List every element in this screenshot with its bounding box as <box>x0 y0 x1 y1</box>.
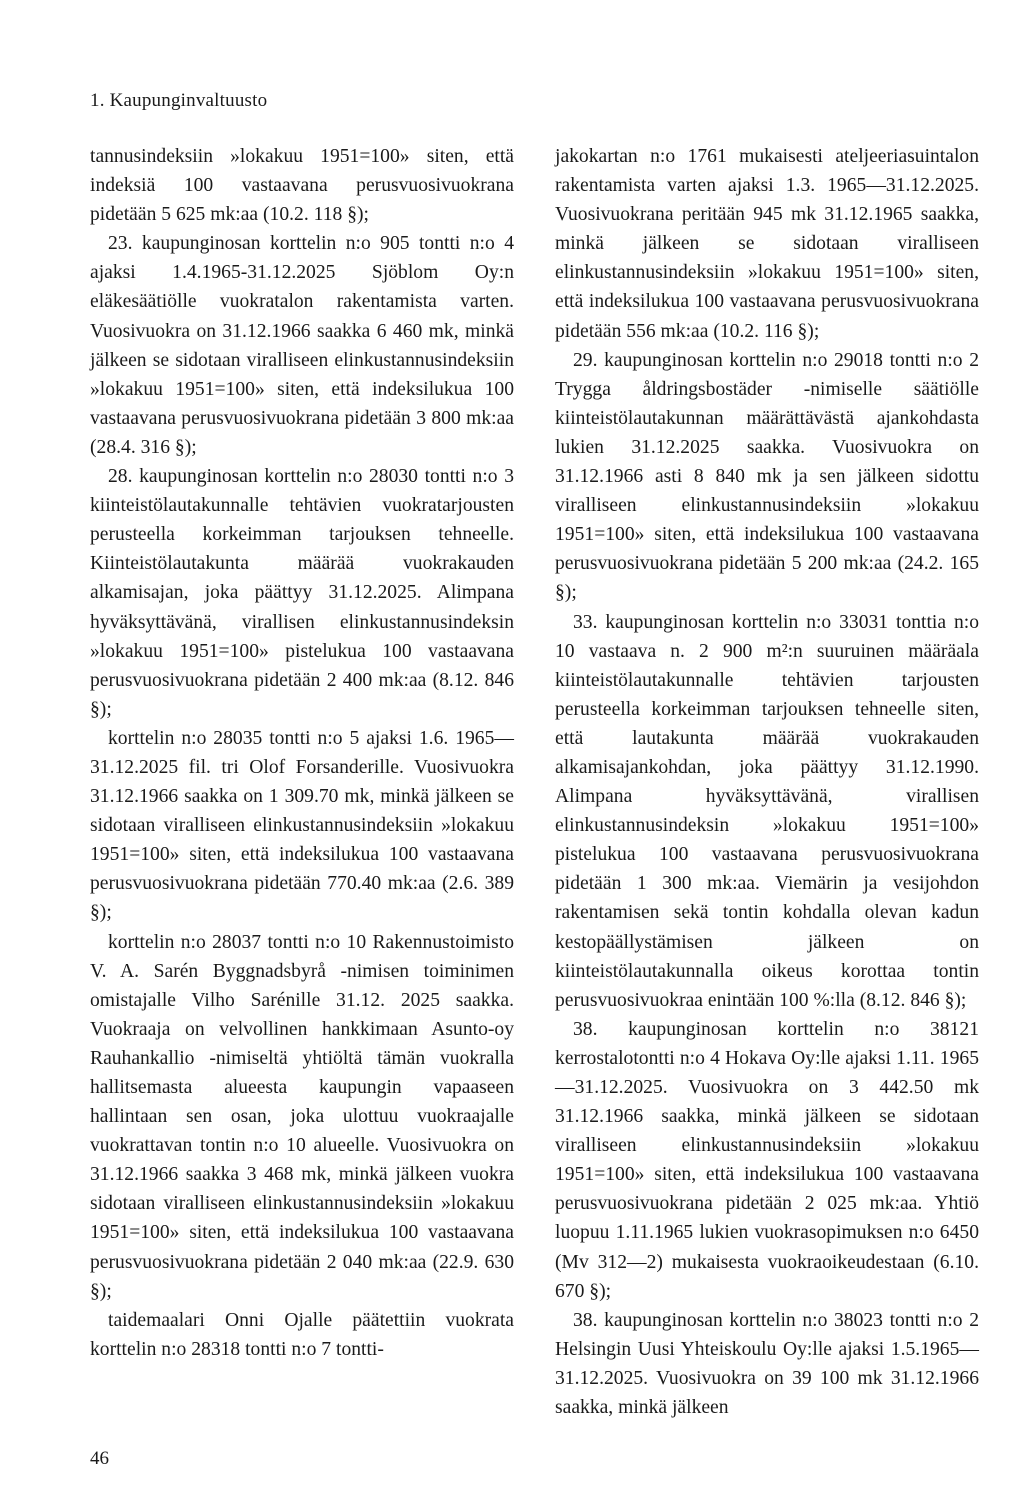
page-number: 46 <box>90 1448 109 1469</box>
paragraph: korttelin n:o 28035 tontti n:o 5 ajaksi 1.6. 1965—31.12.2025 fil. tri Olof Forsanderille. Vuosivuokra 31.12.1966 saakka on 1 309.70 mk, minkä jälkeen se sidotaan viralliseen elinkustannusindeksiin »lokakuu 1951=100» siten, että indeksilukua 100 vastaavana perusvuosivuokrana pidetään 770.40 mk:aa (2.6. 389 §); <box>90 727 514 924</box>
paragraph: 33. kaupunginosan korttelin n:o 33031 tonttia n:o 10 vastaava n. 2 900 m²:n suuruinen määräala kiinteistölautakunnalle tehtävien tarjousten perusteella korkeimman tarjouksen tehneelle siten, että lautakunta määrää vuokrakauden alkamisajankohdan, joka päättyy 31.12.1990. Alimpana hyväksyttävänä, virallisen elinkustannusindeksin »lokakuu 1951=100» pistelukua 100 vastaavana perusvuosivuokrana pidetään 1 300 mk:aa. Viemärin ja vesijohdon rakentamisen sekä tontin kohdalla olevan kadun kestopäällystämisen jälkeen on kiinteistölautakunnalla oikeus korottaa tontin perusvuosivuokraa enintään 100 %:lla (8.12. 846 §); <box>555 611 979 1011</box>
paragraph: jakokartan n:o 1761 mukaisesti ateljeeriasuintalon rakentamista varten ajaksi 1.3. 1965—31.12.2025. Vuosivuokrana peritään 945 mk 31.12.1965 saakka, minkä jälkeen se sidotaan viralliseen elinkustannusindeksiin »lokakuu 1951=100» siten, että indeksilukua 100 vastaavana perusvuosivuokrana pidetään 556 mk:aa (10.2. 116 §); <box>555 146 979 342</box>
paragraph: 23. kaupunginosan korttelin n:o 905 tontti n:o 4 ajaksi 1.4.1965-31.12.2025 Sjöblom Oy:n eläkesäätiölle vuokratalon rakentamista varten. Vuosivuokra on 31.12.1966 saakka 6 460 mk, minkä jälkeen se sidotaan viralliseen elinkustannusindeksiin »lokakuu 1951=100» siten, että indeksilukua 100 vastaavana perusvuosivuokrana pidetään 3 800 mk:aa (28.4. 316 §); <box>90 233 514 458</box>
right-column <box>555 142 979 1422</box>
paragraph: tannusindeksiin »lokakuu 1951=100» siten, että indeksiä 100 vastaavana perusvuosivuokrana pidetään 5 625 mk:aa (10.2. 118 §); <box>90 146 514 226</box>
paragraph: taidemaalari Onni Ojalle päätettiin vuokrata korttelin n:o 28318 tontti n:o 7 tontti- <box>90 1309 514 1360</box>
left-column <box>90 142 514 1364</box>
paragraph: 38. kaupunginosan korttelin n:o 38023 tontti n:o 2 Helsingin Uusi Yhteiskoulu Oy:lle ajaksi 1.5.1965—31.12.2025. Vuosivuokra on 39 100 mk 31.12.1966 saakka, minkä jälkeen <box>555 1309 979 1419</box>
paragraph: 38. kaupunginosan korttelin n:o 38121 kerrostalotontti n:o 4 Hokava Oy:lle ajaksi 1.11. 1965—31.12.2025. Vuosivuokra on 3 442.50 mk 31.12.1966 saakka, minkä jälkeen se sidotaan viralliseen elinkustannusindeksiin »lokakuu 1951=100» siten, että indeksilukua 100 vastaavana perusvuosivuokrana pidetään 2 025 mk:aa. Yhtiö luopuu 1.11.1965 lukien vuokrasopimuksen n:o 6450 (Mv 312—2) mukaisesta vuokraoikeudestaan (6.10. 670 §); <box>555 1018 979 1302</box>
paragraph: 28. kaupunginosan korttelin n:o 28030 tontti n:o 3 kiinteistölautakunnalle tehtävien vuokratarjousten perusteella korkeimman tarjouksen tehneelle. Kiinteistölautakunta määrää vuokrakauden alkamisajan, joka päättyy 31.12.2025. Alimpana hyväksyttävänä, virallisen elinkustannusindeksin »lokakuu 1951=100» pistelukua 100 vastaavana perusvuosivuokrana pidetään 2 400 mk:aa (8.12. 846 §); <box>90 466 514 720</box>
running-head: 1. Kaupunginvaltuusto <box>90 90 268 111</box>
paragraph: korttelin n:o 28037 tontti n:o 10 Rakennustoimisto V. A. Sarén Byggnadsbyrå -nimisen toiminimen omistajalle Vilho Sarénille 31.12. 2025 saakka. Vuokraaja on velvollinen hankkimaan Asunto-oy Rauhankallio -nimiseltä yhtiöltä tämän vuokralla hallitsemasta alueesta kaupungin vapaaseen hallintaan sen osan, joka ulottuu vuokraajalle vuokrattavan tontin n:o 10 alueelle. Vuosivuokra on 31.12.1966 saakka 3 468 mk, minkä jälkeen vuokra sidotaan viralliseen elinkustannusindeksiin »lokakuu 1951=100» siten, että indeksilukua 100 vastaavana perusvuosivuokrana pidetään 2 040 mk:aa (22.9. 630 §); <box>90 931 514 1302</box>
paragraph: 29. kaupunginosan korttelin n:o 29018 tontti n:o 2 Trygga åldringsbostäder -nimiselle säätiölle kiinteistölautakunnan määrättävästä ajankohdasta lukien 31.12.2025 saakka. Vuosivuokra on 31.12.1966 asti 8 840 mk ja sen jälkeen sidottu viralliseen elinkustannusindeksiin »lokakuu 1951=100» siten, että indeksilukua 100 vastaavana perusvuosivuokrana pidetään 5 200 mk:aa (24.2. 165 §); <box>555 349 979 604</box>
